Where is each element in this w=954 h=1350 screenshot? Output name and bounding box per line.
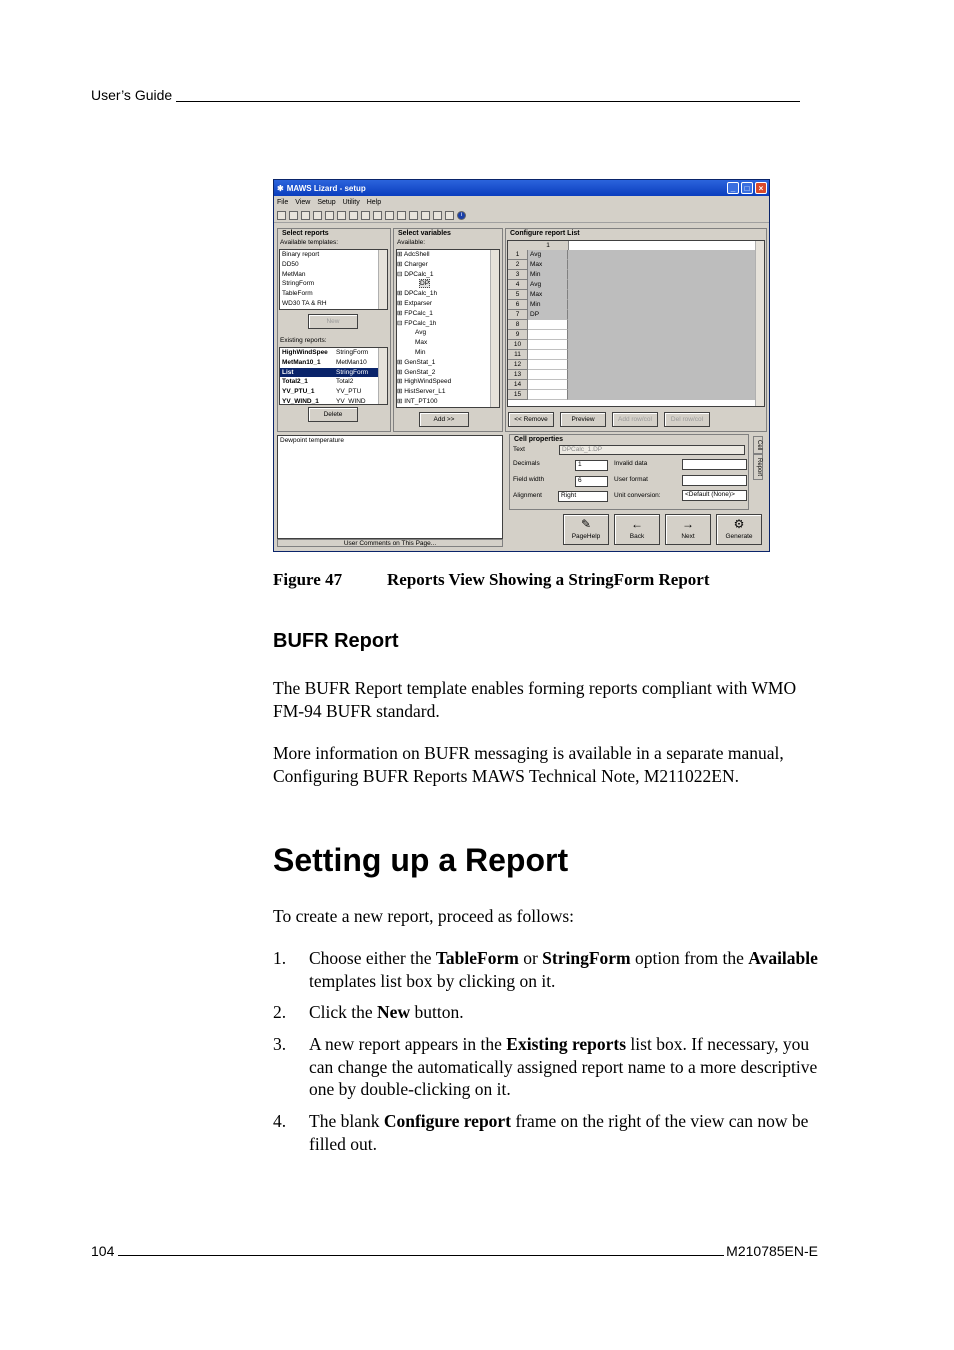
grid-row-number[interactable]: 3 <box>508 270 528 280</box>
menu-bar <box>274 196 769 208</box>
grid-row-number[interactable]: 14 <box>508 380 528 390</box>
tab-report[interactable]: Report <box>753 454 763 480</box>
del-rowcol-button[interactable]: Del row/col <box>664 412 710 427</box>
decimals-label: Decimals <box>513 460 540 467</box>
grid-row-number[interactable]: 7 <box>508 310 528 320</box>
grid-row-number[interactable]: 1 <box>508 250 528 260</box>
tree-item[interactable]: ⊞ Extparser <box>397 299 433 307</box>
select-reports-title: Select reports <box>282 230 329 237</box>
list-item[interactable]: DD50 <box>282 260 299 268</box>
figure-caption-text: Reports View Showing a StringForm Report <box>387 570 710 589</box>
list-item[interactable]: Total2_1 Total2 <box>282 378 354 386</box>
toolbar-report-icon[interactable] <box>409 211 418 220</box>
figure-number: Figure 47 <box>273 570 343 589</box>
list-item[interactable]: Binary report <box>282 251 320 258</box>
text-label: Text <box>513 446 525 453</box>
grid-row-number[interactable]: 13 <box>508 370 528 380</box>
list-item[interactable]: List StringForm <box>280 368 387 378</box>
grid-cell[interactable]: Avg <box>528 250 568 260</box>
grid-empty-area <box>568 250 756 400</box>
bufr-heading: BUFR Report <box>273 630 399 652</box>
bufr-paragraph-2: More information on BUFR messaging is available in a separate manual, Configuring BUFR Reports MAWS Technical Note, M211022EN. <box>273 743 784 786</box>
toolbar-sensor-icon[interactable] <box>325 211 334 220</box>
decimals-field[interactable]: 1 <box>575 460 608 471</box>
grid-column-header[interactable]: 1 <box>528 241 569 251</box>
scrollbar[interactable] <box>490 250 499 407</box>
toolbar-info-icon[interactable]: i <box>457 211 466 220</box>
field-width-label: Field width <box>513 476 545 483</box>
grid-cell[interactable] <box>528 370 568 380</box>
setup-heading: Setting up a Report <box>273 842 569 878</box>
remove-button[interactable]: << Remove <box>508 412 554 427</box>
unit-conversion-label: Unit conversion: <box>614 492 661 499</box>
existing-reports-label: Existing reports: <box>280 337 327 344</box>
user-format-label: User format <box>614 476 648 483</box>
grid-cell[interactable] <box>528 350 568 360</box>
scrollbar[interactable] <box>378 250 387 309</box>
step-4: 4. The blank Configure report frame on the right of the view can now be filled out. <box>273 1111 809 1154</box>
grid-row-number[interactable]: 5 <box>508 290 528 300</box>
toolbar-log-icon[interactable] <box>385 211 394 220</box>
comment-label: User Comments on This Page... <box>277 539 503 547</box>
grid-row-number[interactable]: 4 <box>508 280 528 290</box>
arrow-right-icon: → <box>682 517 694 531</box>
tree-item[interactable]: DP <box>420 280 430 288</box>
grid-cell[interactable]: Max <box>528 260 568 270</box>
toolbar-package-icon[interactable] <box>445 211 454 220</box>
toolbar-edit-icon[interactable] <box>421 211 430 220</box>
step-1: 1. Choose either the TableForm or StringForm option from the Available templates list box by clicking on it. <box>273 948 818 991</box>
close-icon[interactable]: × <box>755 182 767 194</box>
tree-item[interactable]: Min <box>415 348 426 356</box>
toolbar-io-icon[interactable] <box>337 211 346 220</box>
templates-list[interactable] <box>279 249 388 310</box>
menu-setup[interactable]: Setup <box>317 198 336 206</box>
toolbar-tree-icon[interactable] <box>289 211 298 220</box>
add-rowcol-button[interactable]: Add row/col <box>612 412 658 427</box>
configure-report-title: Configure report List <box>510 230 580 237</box>
field-width-field[interactable]: 6 <box>575 476 608 487</box>
user-format-field[interactable] <box>682 475 747 486</box>
document-code: M210785EN-E <box>726 1243 818 1259</box>
window-title: MAWS Lizard - setup <box>286 183 366 193</box>
toolbar-flag-icon[interactable] <box>373 211 382 220</box>
alignment-select[interactable]: Right <box>558 491 608 502</box>
new-button[interactable]: New <box>308 314 358 329</box>
tab-cell[interactable]: Cell <box>753 436 763 454</box>
page-number: 104 <box>91 1243 115 1259</box>
invalid-data-field[interactable] <box>682 459 747 470</box>
generate-icon: ⚙ <box>733 517 745 531</box>
app-icon: ✱ <box>277 183 284 193</box>
grid-cell[interactable] <box>528 380 568 390</box>
variables-tree[interactable] <box>396 249 500 408</box>
toolbar-calc-icon[interactable] <box>349 211 358 220</box>
grid-cell[interactable] <box>528 360 568 370</box>
select-variables-title: Select variables <box>398 230 451 237</box>
list-item[interactable]: YV_PTU_1 YV_PTU <box>282 388 362 396</box>
tree-item[interactable]: ⊞ HistServer_L1 <box>397 388 446 396</box>
toolbar-wind-icon[interactable] <box>361 211 370 220</box>
unit-conversion-select[interactable]: <Default (None)> <box>682 490 747 501</box>
maximize-icon[interactable]: □ <box>741 182 753 194</box>
arrow-left-icon: ← <box>631 517 643 531</box>
list-item[interactable]: MetMan10_1 MetMan10 <box>282 358 367 366</box>
tree-item[interactable]: ⊞ GenStat_2 <box>397 368 436 376</box>
tree-item[interactable]: ⊞ Charger <box>397 260 428 268</box>
header-text: User’s Guide <box>91 87 173 103</box>
menu-help[interactable]: Help <box>366 198 382 206</box>
pagehelp-icon: ✎ <box>580 517 592 531</box>
menu-file[interactable]: File <box>277 198 289 206</box>
list-item[interactable]: TableForm <box>282 290 313 298</box>
delete-button[interactable]: Delete <box>308 407 358 422</box>
list-item[interactable]: WD30 TA & RH <box>282 299 327 307</box>
tree-item[interactable]: ⊞ AdcShell <box>397 251 430 258</box>
bufr-paragraph-1: The BUFR Report template enables forming reports compliant with WMO FM-94 BUFR standard. <box>273 678 797 721</box>
grid-cell[interactable]: Max <box>528 290 568 300</box>
available-templates-label: Available templates: <box>280 239 339 246</box>
menu-view[interactable]: View <box>295 198 311 206</box>
grid-cell[interactable] <box>528 320 568 330</box>
grid-row-number[interactable]: 10 <box>508 340 528 350</box>
toolbar <box>274 208 769 223</box>
tree-item[interactable]: Max <box>415 339 428 347</box>
existing-reports-list[interactable] <box>279 347 388 405</box>
grid-cell[interactable] <box>528 340 568 350</box>
report-grid[interactable] <box>507 240 765 407</box>
minimize-icon[interactable]: _ <box>727 182 739 194</box>
app-window-screenshot <box>273 179 770 552</box>
tree-item[interactable]: ⊟ DPCalc_1 <box>397 270 434 278</box>
grid-cell[interactable] <box>528 330 568 340</box>
menu-utility[interactable]: Utility <box>342 198 360 206</box>
list-item[interactable]: MetMan <box>282 270 306 278</box>
cell-properties-title: Cell properties <box>514 436 564 443</box>
available-variables-label: Available: <box>397 239 426 246</box>
page-header <box>91 87 811 103</box>
tree-item[interactable]: Avg <box>415 329 427 337</box>
tree-item[interactable]: ⊞ DPCalc_1h <box>397 290 438 298</box>
toolbar-alarm-icon[interactable] <box>433 211 442 220</box>
add-button[interactable]: Add >> <box>419 412 469 427</box>
grid-cell[interactable]: Avg <box>528 280 568 290</box>
toolbar-network-icon[interactable] <box>397 211 406 220</box>
toolbar-connect-icon[interactable] <box>277 211 286 220</box>
title-bar <box>274 180 769 196</box>
setup-intro: To create a new report, proceed as follows: <box>273 906 575 926</box>
toolbar-dev2-icon[interactable] <box>313 211 322 220</box>
grid-cell[interactable] <box>528 390 568 400</box>
step-2: 2. Click the New button. <box>273 1002 464 1022</box>
tree-item[interactable]: ⊞ INT_PT100 <box>397 397 438 405</box>
grid-row-number[interactable]: 11 <box>508 350 528 360</box>
alignment-label: Alignment <box>513 492 542 499</box>
preview-button[interactable]: Preview <box>560 412 606 427</box>
toolbar-dev1-icon[interactable] <box>301 211 310 220</box>
grid-cell[interactable]: Min <box>528 270 568 280</box>
grid-cell[interactable]: Min <box>528 300 568 310</box>
grid-row-number[interactable]: 15 <box>508 390 528 400</box>
tree-item[interactable]: ⊞ FPCalc_1 <box>397 309 433 317</box>
tree-item[interactable]: ⊞ HighWindSpeed <box>397 378 452 386</box>
grid-row-number[interactable]: 9 <box>508 330 528 340</box>
grid-cell[interactable]: DP <box>528 310 568 320</box>
grid-row-number[interactable]: 6 <box>508 300 528 310</box>
generate-button[interactable]: ⚙ Generate <box>716 514 762 545</box>
tree-item[interactable]: ⊟ FPCalc_1h <box>397 319 437 327</box>
comment-text: Dewpoint temperature <box>280 437 344 444</box>
tree-item[interactable]: ⊞ GenStat_1 <box>397 358 436 366</box>
list-item[interactable]: StringForm <box>282 280 315 288</box>
scrollbar[interactable] <box>378 348 387 404</box>
list-item[interactable]: HighWindSpee StringForm <box>282 349 369 356</box>
grid-row-number[interactable]: 2 <box>508 260 528 270</box>
invalid-data-label: Invalid data <box>614 460 648 467</box>
page-footer <box>91 1243 818 1259</box>
figure-caption <box>273 570 710 590</box>
next-button[interactable]: → Next <box>665 514 711 545</box>
list-item[interactable]: YV_WIND_1 YV_WIND <box>282 397 366 405</box>
grid-row-number[interactable]: 12 <box>508 360 528 370</box>
pagehelp-button[interactable]: ✎ PageHelp <box>563 514 609 545</box>
scrollbar[interactable] <box>755 241 764 406</box>
grid-row-number[interactable]: 8 <box>508 320 528 330</box>
text-field[interactable]: DPCalc_1.DP <box>559 445 745 455</box>
back-button[interactable]: ← Back <box>614 514 660 545</box>
step-3: 3. A new report appears in the Existing reports list box. If necessary, you can change the automatically assigned report name to a more descriptive one by double-clicking on it. <box>273 1034 818 1100</box>
user-comment-box[interactable] <box>277 435 503 539</box>
